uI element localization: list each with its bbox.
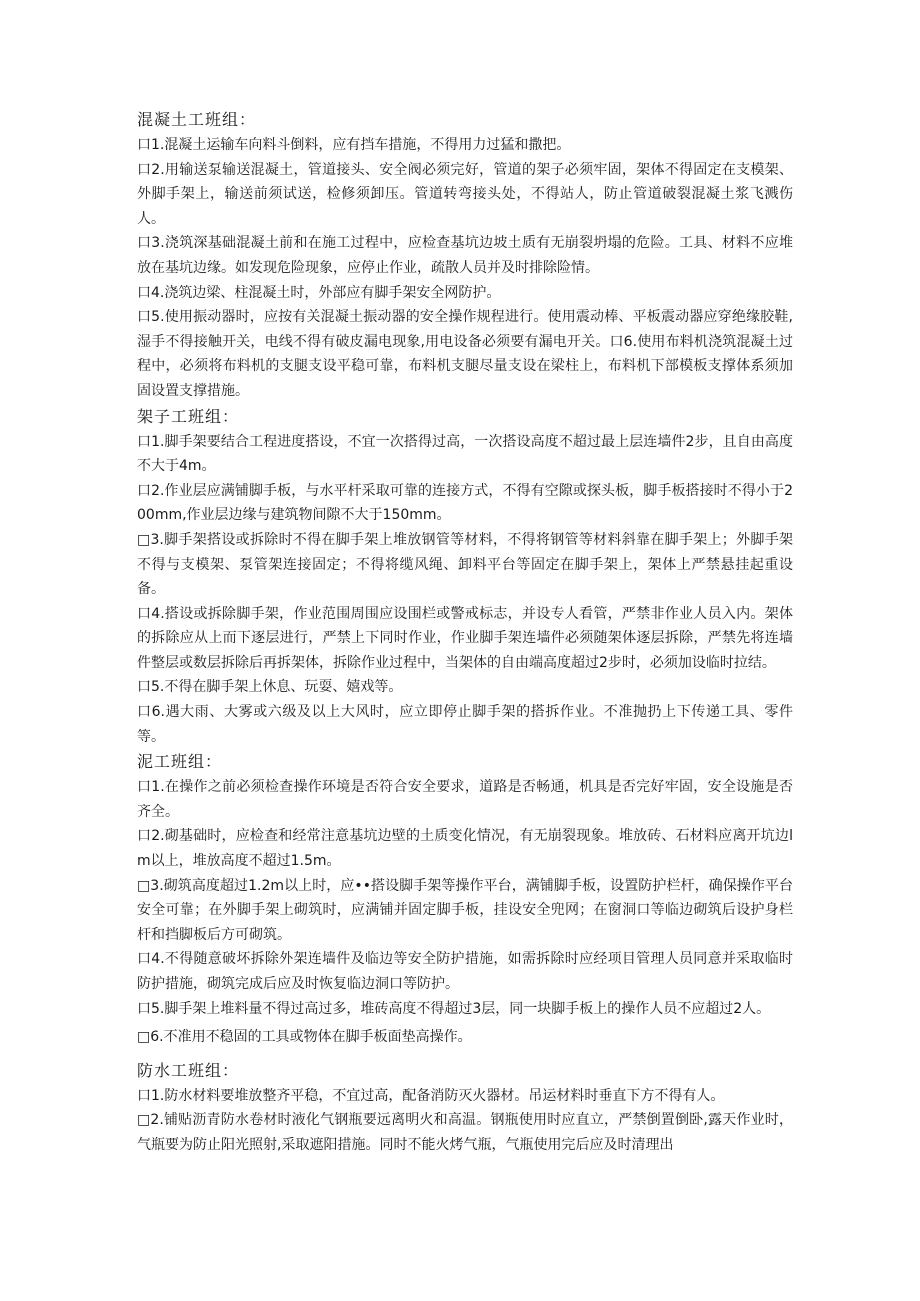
document-body [137, 107, 793, 1158]
list-item: 口4.不得随意破坏拆除外架连墙件及临边等安全防护措施，如需拆除时应经项目管理人员同意并采取临时防护措施，砌筑完成后应及时恢复临边洞口等防护。 [137, 951, 793, 992]
list-item: 口4.搭设或拆除脚手架，作业范围周围应设围栏或警戒标志，并设专人看管，严禁非作业人员入内。架体的拆除应从上而下逐层进行，严禁上下同时作业，作业脚手架连墙件必须随架体逐层拆除，严禁先将连墙件整层或数层拆除后再拆架体，拆除作业过程中，当架体的自由端高度超过2步时，必须加设临时拉结。 [137, 605, 793, 671]
section-heading: 混凝土工班组： [137, 110, 257, 129]
list-item: 口2.作业层应满铺脚手板，与水平杆采取可靠的连接方式，不得有空隙或探头板，脚手板搭接时不得小于200mm,作业层边缘与建筑物间隙不大于150mm。 [137, 482, 793, 524]
section-heading: 架子工班组： [137, 406, 240, 426]
list-item: 口6.遇大雨、大雾或六级及以上大风时，应立即停止脚手架的搭拆作业。不准抛扔上下传递工具、零件等。 [137, 704, 793, 745]
list-item: 口2.砌基础时，应检查和经常注意基坑边壁的土质变化情况，有无崩裂现象。堆放砖、石材料应离开坑边lm以上，堆放高度不超过1.5m。 [137, 828, 793, 870]
list-item: □2.铺贴沥青防水卷材时液化气钢瓶要远离明火和高温。钢瓶使用时应直立，严禁倒置倒卧,露天作业时，气瓶要为防止阳光照射,采取遮阳措施。同时不能火烤气瓶，气瓶使用完后应及时清理出 [137, 1112, 793, 1153]
list-item: 口3.浇筑深基础混凝土前和在施工过程中，应检查基坑边坡土质有无崩裂坍塌的危险。工具、材料不应堆放在基坑边缘。如发现危险现象，应停止作业，疏散人员并及时排除险情。 [137, 235, 793, 276]
list-item: 口5.使用振动器时，应按有关混凝土振动器的安全操作规程进行。使用震动棒、平板震动器应穿绝缘胶鞋,湿手不得接触开关，电线不得有破皮漏电现象,用电设备必须要有漏电开关。口6.使用布料机浇筑混凝土过程中，必须将布料机的支腿支设平稳可靠，布料机支腿尽量支设在梁柱上，布料机下部模板支撑体系须加固设置支撑措施。 [137, 309, 793, 399]
list-item: □6.不准用不稳固的工具或物体在脚手板面垫高操作。 [137, 1029, 472, 1046]
list-item: 口5.脚手架上堆料量不得过高过多，堆砖高度不得超过3层，同一块脚手板上的操作人员不应超过2人。 [137, 1000, 771, 1017]
list-item: □3.脚手架搭设或拆除时不得在脚手架上堆放钢管等材料，不得将钢管等材料斜靠在脚手架上；外脚手架不得与支模架、泵管架连接固定；不得将缆风绳、卸料平台等固定在脚手架上，架体上严禁悬挂起重设备。 [137, 531, 793, 598]
list-item: 口2.用输送泵输送混凝土，管道接头、安全阀必须完好，管道的架子必须牢固，架体不得固定在支模架、外脚手架上，输送前须试送，检修须卸压。管道转弯接头处，不得站人，防止管道破裂混凝土浆飞溅伤人。 [137, 161, 793, 227]
section-heading: 泥工班组： [137, 752, 223, 772]
list-item: 口5.不得在脚手架上休息、玩耍、嬉戏等。 [137, 679, 403, 696]
list-item: 口1.防水材料要堆放整齐平稳，不宜过高，配备消防灭火器材。吊运材料时垂直下方不得有人。 [137, 1087, 725, 1104]
list-item: 口1.脚手架要结合工程进度搭设，不宜一次搭得过高，一次搭设高度不超过最上层连墙件2步，且自由高度不大于4m。 [137, 433, 793, 475]
list-item: 口1.在操作之前必须检查操作环境是否符合安全要求，道路是否畅通，机具是否完好牢固，安全设施是否齐全。 [137, 779, 793, 820]
list-item: □3.砌筑高度超过1.2m以上时，应••搭设脚手架等操作平台，满铺脚手板，设置防护栏杆，确保操作平台安全可靠；在外脚手架上砌筑时，应满铺并固定脚手板，挂设安全兜网；在窗洞口等临边砌筑后设护身栏杆和挡脚板后方可砌筑。 [137, 877, 793, 943]
list-item: 口1.混凝土运输车向料斗倒料，应有挡车措施，不得用力过猛和撒把。 [137, 137, 571, 153]
section-heading: 防水工班组： [137, 1060, 240, 1080]
list-item: 口4.浇筑边梁、柱混凝土时，外部应有脚手架安全网防护。 [137, 284, 501, 301]
